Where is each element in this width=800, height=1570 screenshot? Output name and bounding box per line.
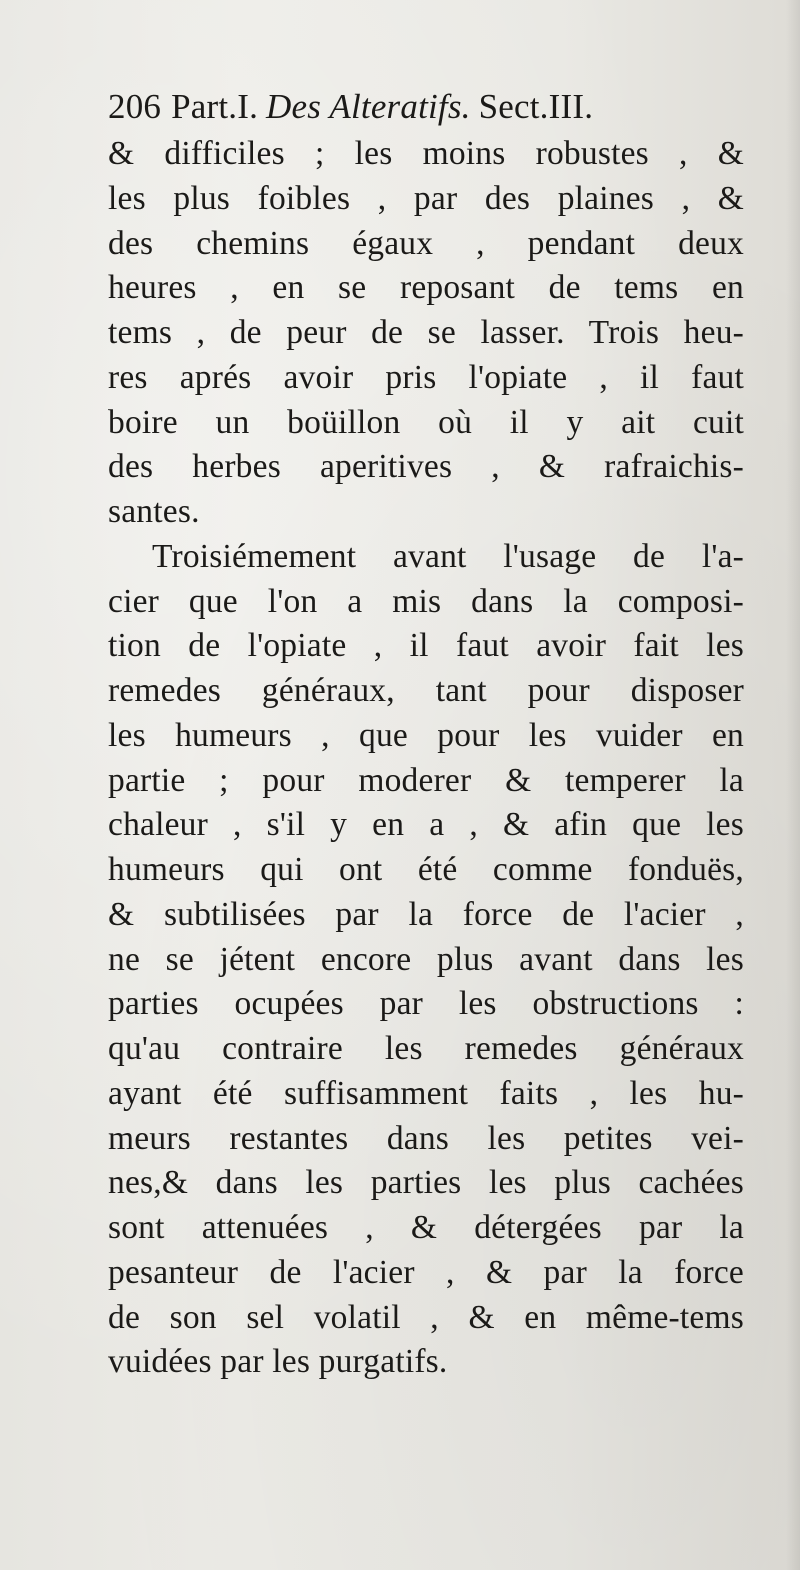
section-label: Sect.III. [478, 87, 594, 126]
text-line: ne se jétent encore plus avant dans les [108, 940, 744, 978]
text-line: cier que l'on a mis dans la composi- [108, 582, 744, 620]
text-line: res aprés avoir pris l'opiate , il faut [108, 358, 744, 396]
text-line: boire un boüillon où il y ait cuit [108, 403, 744, 441]
page-number: 206 [108, 87, 162, 126]
text-line: meurs restantes dans les petites vei- [108, 1119, 744, 1157]
text-line: pesanteur de l'acier , & par la force [108, 1253, 744, 1291]
text-line: & subtilisées par la force de l'acier , [108, 895, 744, 933]
text-line: parties ocupées par les obstructions : [108, 985, 744, 1023]
text-line: des chemins égaux , pendant deux [108, 224, 744, 262]
text-line: qu'au contraire les remedes généraux [108, 1030, 744, 1067]
running-title: Des Alteratifs. [266, 87, 471, 126]
part-label: Part.I. [171, 87, 259, 126]
text-line: partie ; pour moderer & temperer la [108, 761, 744, 799]
paragraph-end-line: santes. [108, 493, 200, 530]
text-line: sont attenuées , & détergées par la [108, 1209, 744, 1246]
text-line: remedes généraux, tant pour disposer [108, 672, 744, 709]
text-line: tems , de peur de se lasser. Trois heu- [108, 314, 744, 351]
text-line: heures , en se reposant de tems en [108, 269, 744, 307]
text-line: humeurs qui ont été comme fonduës, [108, 851, 744, 888]
text-line: ayant été suffisamment faits , les hu- [108, 1074, 744, 1112]
text-line: tion de l'opiate , il faut avoir fait les [108, 627, 744, 665]
text-line: & difficiles ; les moins robustes , & [108, 135, 744, 172]
body-text [108, 132, 744, 1385]
running-header [108, 84, 708, 130]
text-line: chaleur , s'il y en a , & afin que les [108, 806, 744, 844]
text-line: les humeurs , que pour les vuider en [108, 716, 744, 754]
paragraph-start-line: Troisiémement avant l'usage de l'a- [152, 537, 744, 575]
text-line: de son sel volatil , & en même-tems [108, 1298, 744, 1336]
paragraph-end-line: vuidées par les purgatifs. [108, 1343, 448, 1381]
text-line: nes,& dans les parties les plus cachées [108, 1164, 744, 1202]
text-line: des herbes aperitives , & rafraichis- [108, 448, 744, 486]
text-line: les plus foibles , par des plaines , & [108, 179, 744, 217]
